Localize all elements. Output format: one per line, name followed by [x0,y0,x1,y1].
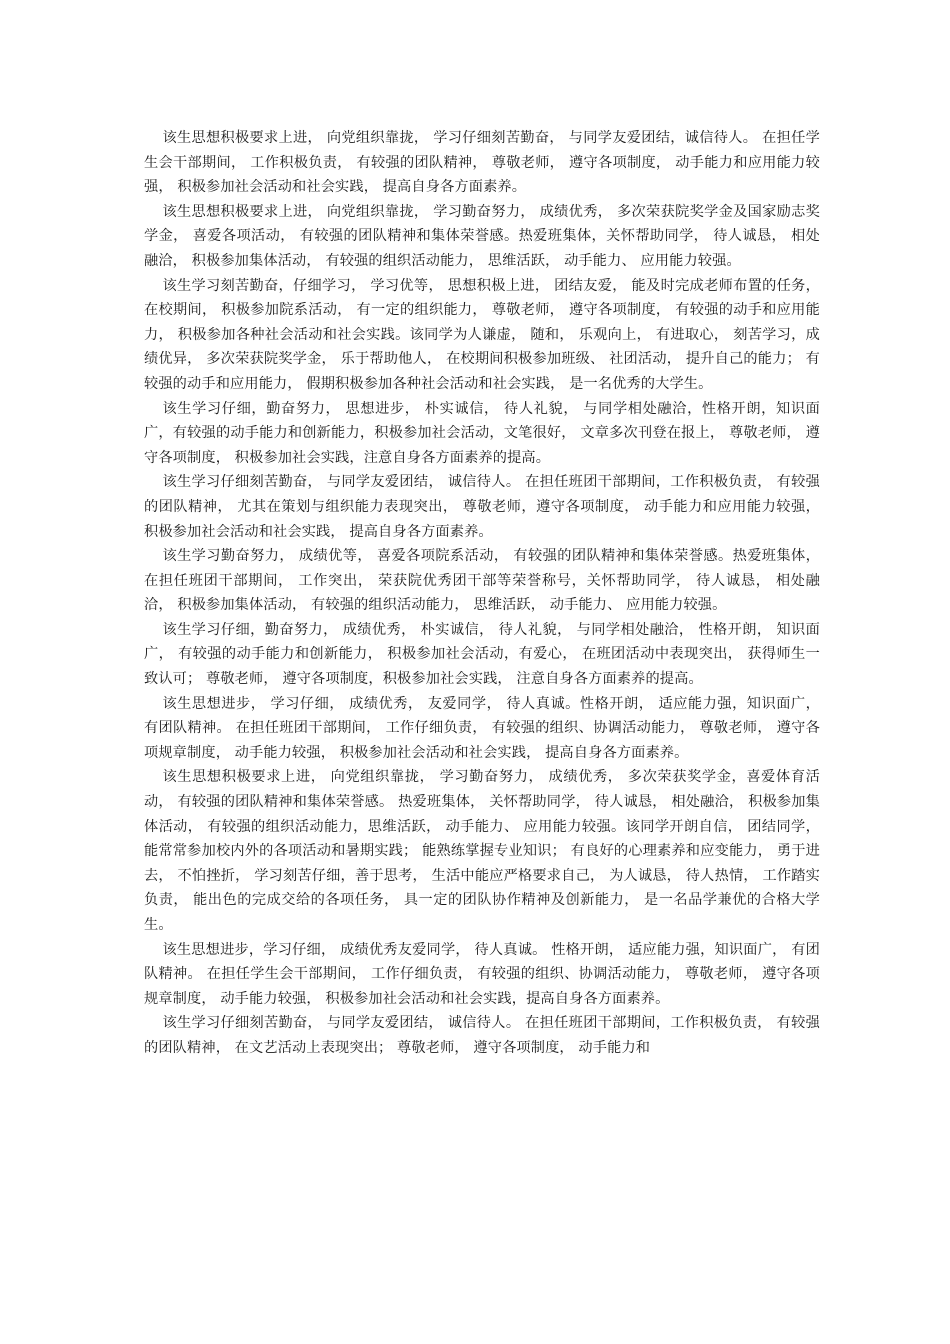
paragraph-9: 该生思想积极要求上进， 向党组织靠拢， 学习勤奋努力， 成绩优秀， 多次荣获奖学金，喜爱体育活动， 有较强的团队精神和集体荣誉感。 热爱班集体， 关怀帮助同学， 待人诚恳， 相处融洽， 积极参加集体活动， 有较强的组织活动能力，思维活跃， 动手能力、 应用能力较强。该同学开朗自信， 团结同学， 能常常参加校内外的各项活动和暑期实践； 能熟练掌握专业知识； 有良好的心理素养和应变能力， 勇于进去， 不怕挫折， 学习刻苦仔细，善于思考， 生活中能应严格要求自己， 为人诚恳， 待人热情， 工作踏实负责， 能出色的完成交给的各项任务， 具一定的团队协作精神及创新能力， 是一名品学兼优的合格大学生。 [144,769,820,933]
paragraph-4: 该生学习仔细，勤奋努力， 思想进步， 朴实诚信， 待人礼貌， 与同学相处融洽，性格开朗，知识面广，有较强的动手能力和创新能力，积极参加社会活动，文笔很好， 文章多次刊登在报上， 尊敬老师， 遵守各项制度， 积极参加社会实践，注意自身各方面素养的提高。 [144,400,820,466]
paragraph-5: 该生学习仔细刻苦勤奋， 与同学友爱团结， 诚信待人。 在担任班团干部期间，工作积极负责， 有较强的团队精神， 尤其在策划与组织能力表现突出， 尊敬老师，遵守各项制度， 动手能力和应用能力较强， 积极参加社会活动和社会实践， 提高自身各方面素养。 [144,474,820,540]
paragraph-2: 该生思想积极要求上进， 向党组织靠拢， 学习勤奋努力， 成绩优秀， 多次荣获院奖学金及国家励志奖学金， 喜爱各项活动， 有较强的团队精神和集体荣誉感。热爱班集体，关怀帮助同学， 待人诚恳， 相处融洽， 积极参加集体活动， 有较强的组织活动能力， 思维活跃， 动手能力、 应用能力较强。 [144,203,820,269]
document-body [144,126,820,1061]
paragraph-6: 该生学习勤奋努力， 成绩优等， 喜爱各项院系活动， 有较强的团队精神和集体荣誉感。热爱班集体， 在担任班团干部期间， 工作突出， 荣获院优秀团干部等荣誉称号，关怀帮助同学， 待人诚恳， 相处融洽， 积极参加集体活动， 有较强的组织活动能力， 思维活跃， 动手能力、 应用能力较强。 [144,548,820,614]
paragraph-7: 该生学习仔细，勤奋努力， 成绩优秀， 朴实诚信， 待人礼貌， 与同学相处融洽， 性格开朗， 知识面广， 有较强的动手能力和创新能力， 积极参加社会活动，有爱心， 在班团活动中表现突出， 获得师生一致认可； 尊敬老师， 遵守各项制度，积极参加社会实践， 注意自身各方面素养的提高。 [144,621,820,688]
paragraph-11: 该生学习仔细刻苦勤奋， 与同学友爱团结， 诚信待人。 在担任班团干部期间，工作积极负责， 有较强的团队精神， 在文艺活动上表现突出； 尊敬老师， 遵守各项制度， 动手能力和 [144,1015,820,1056]
paragraph-3: 该生学习刻苦勤奋，仔细学习， 学习优等， 思想积极上进， 团结友爱， 能及时完成老师布置的任务， 在校期间， 积极参加院系活动， 有一定的组织能力， 尊敬老师， 遵守各项制度， 有较强的动手和应用能力， 积极参加各种社会活动和社会实践。该同学为人谦虚， 随和， 乐观向上， 有进取心， 刻苦学习，成绩优异， 多次荣获院奖学金， 乐于帮助他人， 在校期间积极参加班级、 社团活动， 提升自己的能力； 有较强的动手和应用能力， 假期积极参加各种社会活动和社会实践， 是一名优秀的大学生。 [144,277,820,392]
paragraph-1: 该生思想积极要求上进， 向党组织靠拢， 学习仔细刻苦勤奋， 与同学友爱团结，诚信待人。 在担任学生会干部期间， 工作积极负责， 有较强的团队精神， 尊敬老师， 遵守各项制度， 动手能力和应用能力较强， 积极参加社会活动和社会实践， 提高自身各方面素养。 [144,130,820,196]
paragraph-10: 该生思想进步，学习仔细， 成绩优秀友爱同学， 待人真诚。 性格开朗， 适应能力强，知识面广， 有团队精神。 在担任学生会干部期间， 工作仔细负责， 有较强的组织、协调活动能力， 尊敬老师， 遵守各项规章制度， 动手能力较强， 积极参加社会活动和社会实践，提高自身各方面素养。 [144,941,820,1007]
paragraph-8: 该生思想进步， 学习仔细， 成绩优秀， 友爱同学， 待人真诚。性格开朗， 适应能力强，知识面广， 有团队精神。 在担任班团干部期间， 工作仔细负责， 有较强的组织、协调活动能力， 尊敬老师， 遵守各项规章制度， 动手能力较强， 积极参加社会活动和社会实践， 提高自身各方面素养。 [144,695,820,761]
